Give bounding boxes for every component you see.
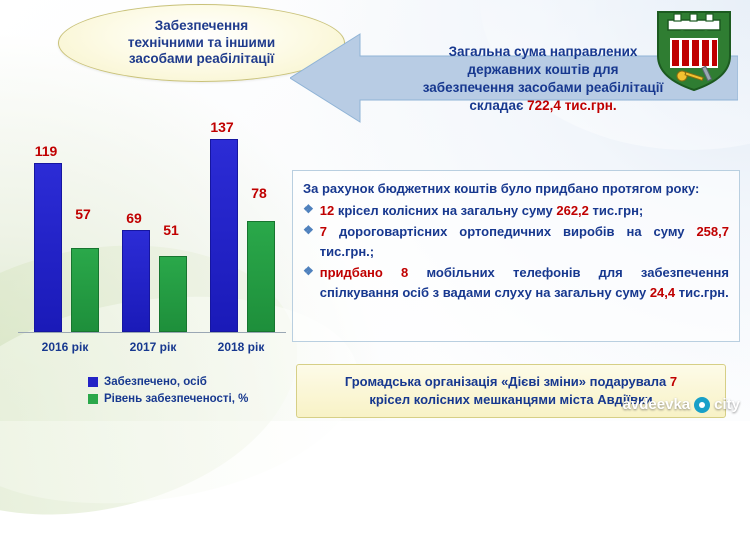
bar-value-label: 137	[210, 119, 234, 135]
legend-swatch-green-icon	[88, 394, 98, 404]
bullet-3-mid: мобільних телефонів для забезпечення спілкування осіб з вадами слуху на загальну суму	[319, 265, 729, 300]
list-item	[303, 263, 729, 302]
bullet-1-count: 12	[319, 202, 335, 218]
legend-label-provided: Забезпечено, осіб	[104, 376, 207, 388]
bar-value-label: 57	[75, 206, 91, 222]
arrow-line-2: державних коштів для	[467, 61, 619, 77]
bar-value-label: 69	[126, 210, 142, 226]
bar-value-label: 51	[163, 222, 179, 238]
details-intro-text: За рахунок бюджетних коштів було придбано протягом року:	[303, 181, 700, 196]
bullet-3-value: 24,4	[649, 284, 676, 300]
diamond-bullet-icon: ❖	[303, 264, 314, 278]
arrow-total-value: 722,4 тис.грн.	[527, 98, 617, 114]
bullet-text-1	[320, 201, 729, 221]
chart-axis	[18, 332, 286, 333]
watermark-text-a: avdeevka	[622, 396, 691, 413]
diamond-bullet-icon: ❖	[303, 201, 314, 216]
x-tick-2018: 2018 рік	[217, 340, 265, 354]
bullet-2-mid: дороговартісних ортопедичних виробів на суму	[327, 224, 697, 239]
bar-2018-level	[247, 221, 275, 332]
bullet-1-post: тис.грн;	[588, 202, 644, 218]
watermark-dot-icon	[694, 397, 710, 413]
city-coat-of-arms-icon	[652, 6, 736, 92]
donation-count: 7	[669, 374, 678, 390]
arrow-line-1: Загальна сума направлених	[448, 43, 638, 59]
title-line-1: Забезпечення	[154, 17, 249, 33]
donation-text-part2: крісел колісних мешканцями міста Авдіївки	[369, 392, 653, 407]
bullet-text-2	[320, 222, 729, 261]
bullet-2-count: 7	[319, 224, 327, 239]
bar-2018-provided	[210, 139, 238, 332]
bullet-text-3	[320, 263, 729, 302]
arrow-line-3: забезпечення засобами реабілітації	[422, 80, 664, 95]
bullet-2-value: 258,7	[696, 224, 729, 239]
title-line-2: технічними та іншими	[127, 34, 276, 50]
bullet-3-post: тис.грн.	[675, 284, 729, 300]
bar-chart	[10, 110, 288, 360]
legend-swatch-blue-icon	[88, 377, 98, 387]
bullet-1-mid: крісел колісних на загальну суму	[334, 202, 557, 218]
bar-2017-provided	[122, 230, 150, 332]
arrow-line-4-prefix: складає	[469, 98, 528, 114]
donation-text-part1: Громадська організація «Дієві зміни» подарувала	[344, 374, 670, 390]
x-tick-2016: 2016 рік	[41, 340, 89, 354]
bar-2016-level	[71, 248, 99, 332]
bullet-3-count: придбано 8	[319, 265, 409, 280]
bar-2016-provided	[34, 163, 62, 332]
legend-label-level: Рівень забезпеченості, %	[104, 392, 249, 405]
arrow-line-4	[423, 97, 664, 115]
legend-item-level	[88, 391, 248, 408]
watermark	[623, 396, 740, 413]
bullet-1-value: 262,2	[556, 202, 589, 218]
title-line-3: засобами реабілітації	[128, 51, 275, 67]
diamond-bullet-icon: ❖	[303, 223, 314, 237]
bar-2017-level	[159, 256, 187, 332]
bar-value-label: 78	[251, 185, 267, 201]
x-tick-2017: 2017 рік	[129, 340, 177, 354]
chart-legend	[88, 374, 248, 407]
details-panel	[292, 170, 740, 342]
legend-item-provided	[88, 374, 248, 391]
list-item	[303, 201, 729, 221]
list-item	[303, 222, 729, 261]
bullet-2-post: тис.грн.;	[319, 243, 375, 259]
watermark-text-b: city	[714, 396, 740, 413]
bar-value-label: 119	[34, 143, 58, 159]
